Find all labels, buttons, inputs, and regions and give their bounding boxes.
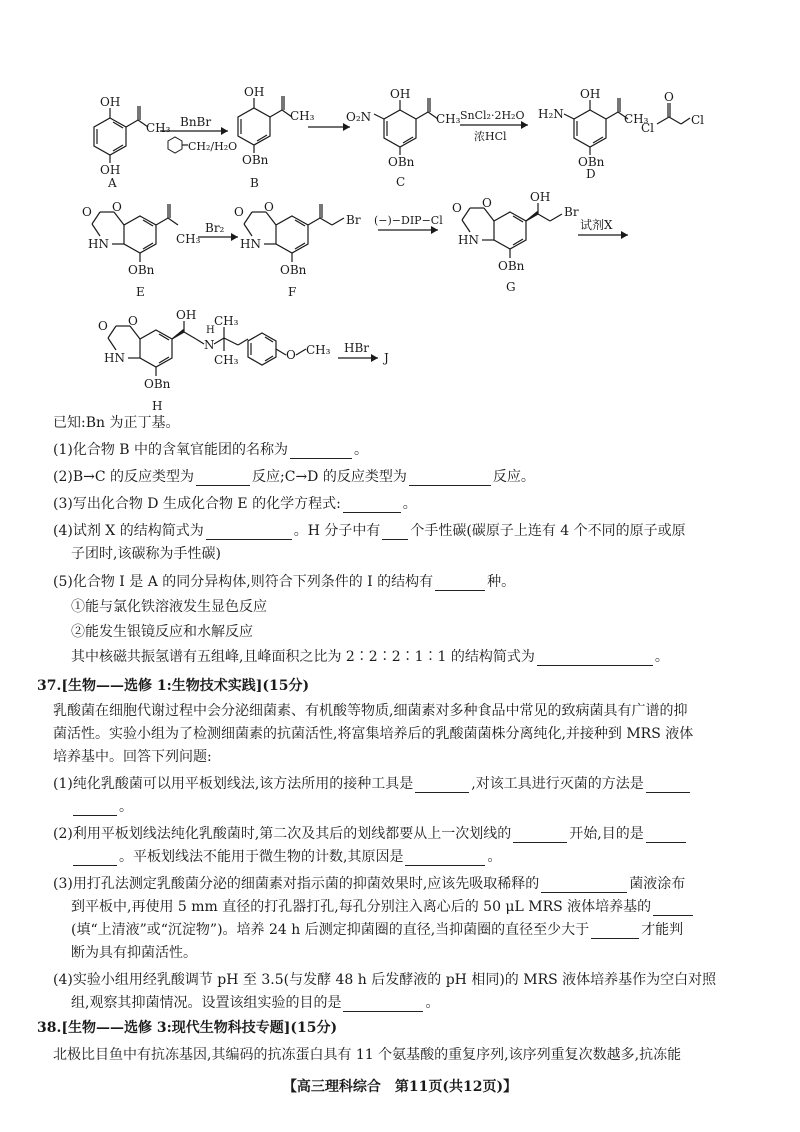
q37-3-cont-1: 到平板中,再使用 5 mm 直径的打孔器打孔,每孔分别注入离心后的 50 μL MRS 液体培养基的 — [71, 896, 761, 916]
answer-blank[interactable] — [196, 471, 250, 486]
answer-blank[interactable] — [537, 651, 653, 666]
h-o-ether: O — [286, 348, 296, 362]
h-oh: OH — [176, 308, 197, 322]
f-hn: HN — [240, 237, 261, 251]
q37-3: (3)用打孔法测定乳酸菌分泌的细菌素对指示菌的抑菌效果时,应该先吸取稀释的 菌液涂布 — [53, 876, 686, 892]
h-ch3-end: CH₃ — [306, 343, 331, 357]
e-obn: OBn — [128, 263, 155, 277]
answer-blank[interactable] — [653, 901, 693, 916]
q37-1-cont: 。 — [71, 796, 761, 816]
g-hn: HN — [458, 233, 479, 247]
answer-blank[interactable] — [73, 851, 117, 866]
q37-3-cont-2: (填“上清液”或“沉淀物”)。培养 24 h 后测定抑菌圈的直径,当抑菌圈的直径至少大于 才能判 — [71, 922, 684, 938]
f-br: Br — [346, 213, 361, 227]
reaction-scheme — [0, 0, 800, 420]
f-obn: OBn — [280, 263, 307, 277]
c-ch3: CH₃ — [436, 112, 461, 126]
answer-blank[interactable] — [343, 498, 401, 513]
answer-blank[interactable] — [646, 828, 686, 843]
arrow-g-h — [578, 218, 628, 239]
label-j: J — [384, 351, 389, 365]
answer-blank[interactable] — [646, 778, 690, 793]
compound-h — [98, 308, 331, 413]
reagent-dipcl: (−)−DIP−Cl — [374, 214, 443, 227]
compound-a — [94, 95, 171, 190]
d-h2n: H₂N — [538, 107, 564, 121]
c-o2n: O₂N — [346, 110, 372, 124]
h-n: N — [204, 338, 215, 352]
label-b: B — [250, 176, 259, 190]
ccl-o: O — [664, 90, 674, 104]
answer-blank[interactable] — [73, 801, 117, 816]
arrow-b-c — [308, 123, 350, 131]
answer-blank[interactable] — [382, 525, 408, 540]
q37-intro-2: 菌活性。实验小组为了检测细菌素的抗菌活性,将富集培养后的乳酸菌菌株分离纯化,并接种到 MRS 液体 — [53, 726, 694, 742]
b-oh: OH — [244, 85, 265, 99]
reagent-x: 试剂X — [580, 218, 613, 232]
f-o-carbonyl: O — [234, 205, 244, 219]
a-oh-bottom: OH — [100, 163, 121, 177]
answer-blank[interactable] — [290, 444, 352, 459]
arrow-h-j — [338, 341, 389, 365]
answer-blank[interactable] — [541, 878, 627, 893]
q36-cond-3: 其中核磁共振氢谱有五组峰,且峰面积之比为 2∶2∶2∶1∶1 的结构简式为 。 — [71, 649, 669, 665]
label-g: G — [506, 280, 516, 294]
q36-cond-2: ②能发生银镜反应和水解反应 — [71, 624, 253, 640]
answer-blank[interactable] — [435, 576, 485, 591]
q36-cond-1: ①能与氯化铁溶液发生显色反应 — [71, 599, 267, 615]
answer-blank[interactable] — [405, 851, 485, 866]
page-footer: 【高三理科综合 第11页(共12页)】 — [282, 1079, 518, 1095]
c-oh: OH — [390, 87, 411, 101]
q36-3: (3)写出化合物 D 生成化合物 E 的化学方程式: 。 — [53, 496, 417, 512]
c-obn: OBn — [388, 155, 415, 169]
answer-blank[interactable] — [415, 778, 469, 793]
reagent-hbr: HBr — [344, 341, 370, 355]
b-obn: OBn — [242, 153, 269, 167]
q36-2: (2)B→C 的反应类型为 反应;C→D 的反应类型为 反应。 — [53, 469, 535, 485]
reagent-hcl: 浓HCl — [474, 130, 507, 143]
reagent-sncl2: SnCl₂·2H₂O — [460, 109, 525, 122]
arrow-c-d — [460, 109, 528, 143]
q36-1: (1)化合物 B 中的含氧官能团的名称为 。 — [53, 442, 369, 458]
e-ch3: CH₃ — [176, 232, 201, 246]
q37-3-cont-3: 断为具有抑菌活性。 — [71, 945, 197, 961]
answer-blank[interactable] — [591, 924, 639, 939]
q36-5: (5)化合物 I 是 A 的同分异构体,则符合下列条件的 I 的结构有 种。 — [53, 574, 516, 590]
h-ch3-top: CH₃ — [214, 314, 239, 328]
reagent-br2: Br₂ — [205, 221, 225, 235]
arrow-a-b — [160, 115, 237, 153]
g-o-carbonyl: O — [452, 201, 462, 215]
e-hn: HN — [88, 237, 109, 251]
q37-heading: 37.[生物——选修 1:生物技术实践](15分) — [37, 678, 310, 694]
f-o-ring: O — [264, 200, 274, 214]
q36-4-cont: 子团时,该碳称为手性碳) — [71, 546, 221, 562]
reagent-bnbr: BnBr — [180, 115, 212, 129]
h-o-carbonyl: O — [98, 319, 108, 333]
compound-d — [538, 87, 649, 181]
a-ch3: CH₃ — [146, 121, 171, 135]
ccl-cl1: Cl — [641, 121, 655, 135]
answer-blank[interactable] — [343, 997, 423, 1012]
compound-g — [452, 190, 579, 294]
label-e: E — [136, 285, 145, 299]
h-obn: OBn — [144, 377, 171, 391]
q37-4: (4)实验小组用经乳酸调节 pH 至 3.5(与发酵 48 h 后发酵液的 pH 相同)的 MRS 液体培养基作为空白对照 — [53, 972, 717, 988]
h-ch3-bottom: CH₃ — [214, 353, 239, 367]
label-d: D — [586, 167, 596, 181]
answer-blank[interactable] — [206, 525, 292, 540]
label-a: A — [108, 176, 117, 190]
g-br: Br — [564, 205, 579, 219]
label-c: C — [396, 175, 406, 189]
arrow-f-g — [374, 214, 443, 234]
q37-2-cont: 。平板划线法不能用于微生物的计数,其原因是 。 — [71, 846, 761, 866]
compound-c — [346, 87, 461, 189]
q37-intro-3: 培养基中。回答下列问题: — [53, 749, 212, 765]
q36-4: (4)试剂 X 的结构简式为 。H 分子中有 个手性碳(碳原子上连有 4 个不同的原子或原 — [53, 523, 686, 539]
ccl-cl2: Cl — [691, 113, 705, 127]
h-o-ring: O — [128, 314, 138, 328]
arrow-e-f — [198, 221, 238, 241]
known-note: 已知:Bn 为正丁基。 — [53, 415, 180, 431]
q37-2: (2)利用平板划线法纯化乳酸菌时,第二次及其后的划线都要从上一次划线的 开始,目的是 — [53, 823, 743, 843]
label-h: H — [152, 399, 163, 413]
q38-intro-1: 北极比目鱼中有抗冻基因,其编码的抗冻蛋白具有 11 个氨基酸的重复序列,该序列重复次数越多,抗冻能 — [53, 1047, 682, 1063]
q37-intro-1: 乳酸菌在细胞代谢过程中会分泌细菌素、有机酸等物质,细菌素对多种食品中常见的致病菌具有广谱的抑 — [53, 703, 688, 719]
g-oh: OH — [530, 190, 551, 204]
q37-1: (1)纯化乳酸菌可以用平板划线法,该方法所用的接种工具是 ,对该工具进行灭菌的方法是 — [53, 773, 743, 793]
compound-e — [82, 200, 201, 299]
g-obn: OBn — [498, 259, 525, 273]
d-ch3: CH₃ — [624, 112, 649, 126]
label-f: F — [288, 285, 297, 299]
d-oh: OH — [580, 87, 601, 101]
compound-f — [234, 200, 361, 299]
answer-blank[interactable] — [513, 828, 567, 843]
answer-blank[interactable] — [409, 471, 491, 486]
e-o-ring: O — [112, 200, 122, 214]
q37-4-cont: 组,观察其抑菌情况。设置该组实验的目的是 。 — [71, 995, 440, 1011]
a-oh-top: OH — [100, 95, 121, 109]
h-h: H — [206, 325, 215, 336]
e-o-carbonyl: O — [82, 205, 92, 219]
q38-heading: 38.[生物——选修 3:现代生物科技专题](15分) — [37, 1020, 338, 1036]
d-obn: OBn — [578, 155, 605, 169]
h-hn: HN — [104, 351, 125, 365]
b-ch3: CH₃ — [290, 109, 315, 123]
compound-b — [238, 85, 315, 190]
g-o-ring: O — [482, 196, 492, 210]
reagent-ch2-h2o: CH₂/H₂O — [188, 140, 238, 153]
chloroacetyl-chloride — [641, 90, 704, 135]
